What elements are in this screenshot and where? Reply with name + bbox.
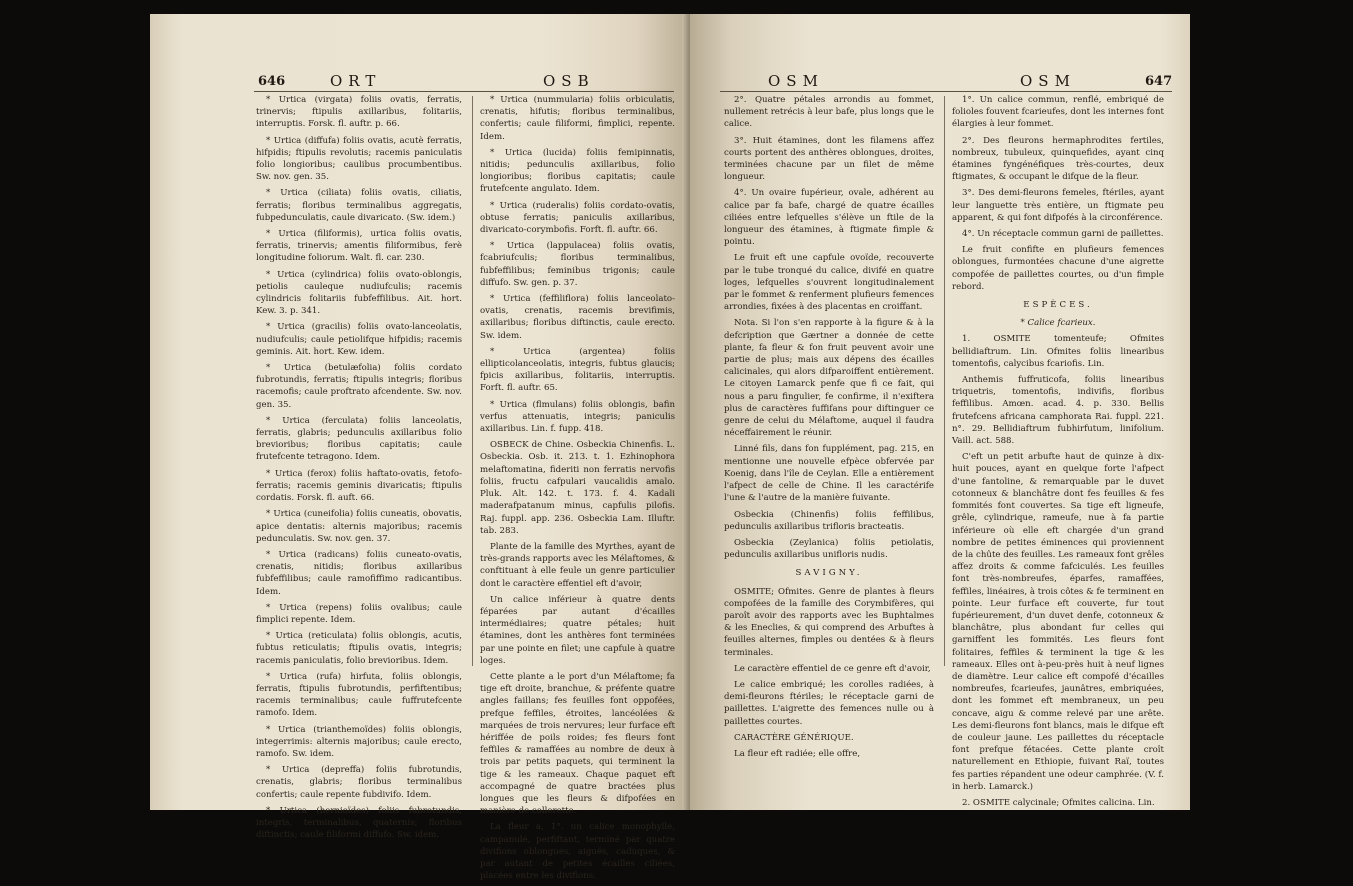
paragraph: Le caractère effentiel de ce genre eft d'avoir,: [734, 663, 931, 674]
paragraph: * Urtica (rufa) hirfuta, foliis oblongis, ferratis, ftipulis fubrotundis, perfiftentibus; racemis terminalibus; caule fuffrutefcente ramofo. Idem.: [256, 671, 462, 719]
right-page: [690, 14, 1190, 810]
paragraph: Osbeckia (Chinenfis) foliis feffilibus, pedunculis axillaribus trifloris bracteatis.: [724, 509, 934, 532]
paragraph: CARACTÈRE GÉNÉRIQUE.: [734, 732, 854, 743]
paragraph: * Urtica (virgata) foliis ovatis, ferratis, trinervis; ftipulis axillaribus, folitariis, interruptis. Forsk. fl. auftr. p. 66.: [256, 95, 462, 130]
paragraph: La fleur a, 1°. un calice monophylle, campanulé, perfiftant, terminé par quatre divifions oblongues, aiguës, caduques, & par autant de petites écailles ciliées, placées entre les divifions.: [480, 822, 675, 882]
running-header-right: OSB: [543, 72, 595, 90]
paragraph: 3°. Huit étamines, dont les filamens affez courts portent des anthères oblongues, droites, terminées chacune par un filet de même longueur.: [724, 135, 934, 183]
left-page: [150, 14, 690, 882]
paragraph: * Urtica (repens) foliis ovalibus; caule fimplici repente. Idem.: [256, 602, 462, 625]
text-column-2: [952, 94, 1164, 813]
paragraph: Plante de la famille des Myrthes, ayant de très-grands rapports avec les Mélaftomes, & conftituant à elle feule un genre particulier dont le caractère effentiel eft d'avoir,: [480, 541, 675, 589]
paragraph: * Urtica (lappulacea) foliis ovatis, fcabriufculis; floribus terminalibus, fubfeffilibus; feminibus trigonis; caule diffufo. Sw. gen. p. 37.: [480, 241, 675, 288]
paragraph: C'eft un petit arbufte haut de quinze à dix-huit pouces, ayant en quelque forte l'afpect d'une fantoline, & remarquable par le duvet cotonneux & blanchâtre dont fes feuilles & fes fommités font couvertes. Sa tige eft ligneufe, grêle, cylindrique, rameufe, nue à fa partie inférieure où elle eft chargée d'un grand nombre de petites éminences qui proviennent de la chûte des feuilles. Les rameaux font grêles affez droits & comme fafciculés. Les feuilles font très-nombreufes, éparfes, ramaffées, feffiles, linéaires, à trois côtes & fe terminent en pointe. Leur furface eft couverte, fur tout fupérieurement, d'un duvet denfe, cotonneux & blanchâtre, plus abondant fur celles qui garniffent les fommités. Les fleurs font folitaires, feffiles & terminent la tige & les rameaux. Elles ont à-peu-près huit à neuf lignes de diamètre. Leur calice eft compofé d'écailles nombreufes, fcarieufes, jaunâtres, embriquées, dont les fommet eft membraneux, un peu concave, aigu & comme relevé par une arête. Les demi-fleurons font blancs, mais le difque eft de couleur jaune. Les paillettes du réceptacle font prefque fétacées. Cette plante croît naturellement en Ethiopie, fuivant Raï, toutes fes parties répandent une odeur camphrée. (V. f. in herb. Lamarck.): [952, 452, 1164, 792]
book-spread: [150, 14, 1190, 882]
paragraph: * Urtica (diffufa) foliis ovatis, acutè ferratis, hifpidis; ftipulis revolutis; racemis paniculatis folio longioribus; caulibus procumbentibus. Sw. nov. gen. 35.: [256, 135, 462, 183]
paragraph: Osbeckia (Zeylanica) foliis petiolatis, pedunculis axillaribus unifloris nudis.: [724, 537, 934, 561]
paragraph: * Urtica (reticulata) foliis oblongis, acutis, fubtus reticulatis; ftipulis ovatis, integris; racemis paniculatis, folio brevioribus. Idem.: [256, 631, 462, 666]
paragraph: * Urtica (lucida) foliis femipinnatis, nitidis; pedunculis axillaribus, folio longioribus; floribus capitatis; caule frutefcente angulato. Idem.: [480, 147, 675, 195]
paragraph: 4°. Un réceptacle commun garni de paillettes.: [962, 229, 1164, 240]
paragraph: ESPÈCES.: [1023, 300, 1093, 311]
paragraph: 4°. Un ovaire fupérieur, ovale, adhérent au calice par fa bafe, chargé de quatre écailles ciliées entre lefquelles s'élève un ftile de la longueur des étamines, à ftigmate fimple & pointu.: [724, 188, 934, 248]
paragraph: Le calice embriqué; les corolles radiées, à demi-fleurons ftériles; le réceptacle garni de paillettes. L'aigrette des femences nulle ou à paillettes courtes.: [724, 679, 934, 727]
paragraph: OSBECK de Chine. Osbeckia Chinenfis. L. Osbeckia. Osb. it. 213. t. 1. Ezhinophora melaftomatina, fideriti non ferratis nervofis foliis, fructu cafpulari vaucalidis amalo. Pluk. Alt. 142. t. 173. f. 4. Kadali maderafpatanum minus, capfulis pilofis. Raj. fuppl. app. 236. Osbeckia Lam. Illuftr. tab. 283.: [480, 440, 675, 536]
paragraph: * Urtica (nummularia) foliis orbiculatis, crenatis, hifutis; floribus terminalibus, confertis; caule filiformi, fimplici, repente. Idem.: [480, 95, 675, 142]
running-header-right: OSM: [1020, 72, 1076, 90]
paragraph: 1°. Un calice commun, renflé, embriqué de folioles fouvent fcarieufes, dont les internes font élargies à leur fommet.: [952, 95, 1164, 130]
paragraph: * Calice fcarieux.: [1020, 318, 1096, 329]
paragraph: * Urtica (feffiliflora) foliis lanceolato-ovatis, crenatis, racemis brevifimis, axillaribus; floribus diftinctis, caule erecto. Sw. idem.: [480, 294, 675, 341]
paragraph: Anthemis fuffruticofa, foliis linearibus triquetris, tomentofis, indivifis, floribus feffilibus. Amœn. acad. 4. p. 330. Bellis frutefcens africana camphorata Rai. fuppl. 221. n°. 29. Bellidiaftrum fubhirfutum, linifolium. Vaill. act. 588.: [952, 375, 1164, 447]
paragraph: * Urtica (ferculata) foliis lanceolatis, ferratis, glabris; pedunculis axillaribus folio brevioribus; floribus capitatis; caule frutefcente tetragono. Idem.: [256, 415, 462, 463]
column-divider: [944, 96, 945, 666]
paragraph: Le fruit eft une capfule ovoïde, recouverte par le tube tronqué du calice, divifé en quatre loges, lefquelles s'ouvrent longitudinalement par le fommet & renferment plufieurs femences arrondies, fixées à des placentas en croiffant.: [724, 253, 934, 313]
paragraph: Cette plante a le port d'un Mélaftome; fa tige eft droite, branchue, & préfente quatre angles faillans; fes feuilles font oppofées, prefque feffiles, étroites, lancéolées & marquées de trois nervures; leur furface eft hériffée de poils roides; fes fleurs font feffiles & ramaffées au nombre de deux à trois par petits paquets, qui terminent la tige & les rameaux. Chaque paquet eft accompagné de quatre bractées plus longues que les fleurs & difpofées en manière de collerette.: [480, 671, 675, 817]
paragraph: * Urtica (ferox) foliis haftato-ovatis, fetofo-ferratis; racemis geminis divaricatis; ftipulis cordatis. Forsk. fl. auft. 66.: [256, 468, 462, 504]
paragraph: 2°. Des fleurons hermaphrodites fertiles, nombreux, tubuleux, quinquefides, ayant cinq étamines fyngénéfiques très-courtes, deux ftigmates, & occupant le difque de la fleur.: [952, 135, 1164, 183]
text-column-1: [256, 94, 462, 845]
paragraph: La fleur eft radiée; elle offre,: [734, 748, 861, 759]
paragraph: * Urtica (betulæfolia) foliis cordato fubrotundis, ferratis; ftipulis integris; floribus racemofis; caule proftrato afcendente. Sw. nov. gen. 35.: [256, 363, 462, 410]
header-rule: [720, 91, 1172, 92]
paragraph: * Urtica (radicans) foliis cuneato-ovatis, crenatis, nitidis; floribus axillaribus fubfeffilibus; caule ramofiffimo radicantibus. Idem.: [256, 549, 462, 597]
page-number-left: 646: [258, 74, 286, 89]
paragraph: Le fruit confifte en plufieurs femences oblongues, furmontées chacune d'une aigrette compofée de paillettes courtes, ou d'un fimple rebord.: [952, 245, 1164, 292]
paragraph: * Urtica (ruderalis) foliis cordato-ovatis, obtuse ferratis; paniculis axillaribus, divaricato-corymbofis. Forft. fl. auftr. 66.: [480, 200, 675, 236]
paragraph: * Urtica (hernioïdes) foliis fubrotundis, integris, terminalibus, quaternis; floribus diftinctis; caule filiformi diffufo. Sw. idem.: [256, 805, 462, 841]
running-header-left: ORT: [330, 72, 382, 90]
paragraph: 1. OSMITE tomenteufe; Ofmites bellidiaftrum. Lin. Ofmites foliis linearibus tomentofis, calycibus fcariofis. Lin.: [952, 334, 1164, 369]
paragraph: Nota. Si l'on s'en rapporte à la figure & à la defcription que Gærtner a donnée de cette plante, fa fleur & fon fruit peuvent avoir une partie de plus; mais aux dépens des écailles calicinales, qui alors difparoiffent entièrement. Le citoyen Lamarck penfe que fi ce fait, qui nous a paru fingulier, fe confirme, il n'exiftera plus de caractères fuffifans pour diftinguer ce genre de celui du Mélaftome, auquel il faudra néceffairement le réunir.: [724, 318, 934, 439]
text-column-1: [724, 94, 934, 764]
column-divider: [472, 96, 473, 666]
paragraph: * Urtica (filiformis), urtica foliis ovatis, ferratis, trinervis; amentis filiformibus, ferè longitudine foliorum. Walt. fl. car. 230.: [256, 229, 462, 264]
running-header-left: OSM: [768, 72, 824, 90]
page-number-right: 647: [1145, 74, 1173, 89]
paragraph: * Urtica (gracilis) foliis ovato-lanceolatis, nudiufculis; caule petiolifque hifpidis; racemis geminis. Ait. hort. Kew. idem.: [256, 322, 462, 357]
paragraph: * Urtica (flmulans) foliis oblongis, bafin verfus attenuatis, integris; paniculis axillaribus. Lin. f. fupp. 418.: [480, 399, 675, 435]
paragraph: * Urtica (ciliata) foliis ovatis, ciliatis, ferratis; floribus terminalibus aggregatis, fubpedunculatis, caule divaricato. (Sw. idem.): [256, 188, 462, 223]
paragraph: 2. OSMITE calycinale; Ofmites calicina. Lin.: [962, 797, 1155, 808]
paragraph: SAVIGNY.: [795, 568, 863, 579]
paragraph: 3°. Des demi-fleurons femeles, ftériles, ayant leur languette très entière, un ftigmate peu apparent, & qui font difpofés à la circonférence.: [952, 188, 1164, 223]
header-rule: [254, 91, 674, 92]
paragraph: * Urtica (depreffa) foliis fubrotundis, crenatis, glabris; floribus terminalibus confertis; caule repente fubdivifo. Idem.: [256, 765, 462, 800]
paragraph: Linné fils, dans fon fupplément, pag. 215, en mentionne une nouvelle efpèce obfervée par Koenig, dans l'île de Ceylan. Elle a entièrement l'afpect de celle de Chine. Il les caractérife l'une & l'autre de la manière fuivante.: [724, 444, 934, 504]
paragraph: OSMITE; Ofmites. Genre de plantes à fleurs compofées de la famille des Corymbifères, qui paroît avoir des rapports avec les Buphtalmes & les Eneclies, & qui comprend des Arbuftes à feuilles alternes, fimples ou dentées & à fleurs terminales.: [724, 586, 934, 658]
paragraph: * Urtica (argentea) foliis ellipticolanceolatis, integris, fubtus glaucis; fpicis axillaribus, folitariis, interruptis. Forft. fl. auftr. 65.: [480, 346, 675, 394]
paragraph: * Urtica (trianthemoïdes) foliis oblongis, integerrimis: alternis majoribus; caule erecto, ramofo. Sw. idem.: [256, 724, 462, 759]
paragraph: Un calice inférieur à quatre dents féparées par autant d'écailles intermédiaires; quatre pétales; huit étamines, dont les anthères font terminées par une pointe en filet; une capfule à quatre loges.: [480, 594, 675, 666]
paragraph: * Urtica (cylindrica) foliis ovato-oblongis, petiolis cauleque nudiufculis; racemis cylindricis folitariis fubfeffilibus. Ait. hort. Kew. 3. p. 341.: [256, 269, 462, 317]
paragraph: 2°. Quatre pétales arrondis au fommet, nullement retrécis à leur bafe, plus longs que le calice.: [724, 95, 934, 130]
paragraph: * Urtica (cuneifolia) foliis cuneatis, obovatis, apice dentatis: alternis majoribus; racemis pedunculatis. Sw. nov. gen. 37.: [256, 509, 462, 544]
text-column-2: [480, 94, 675, 886]
